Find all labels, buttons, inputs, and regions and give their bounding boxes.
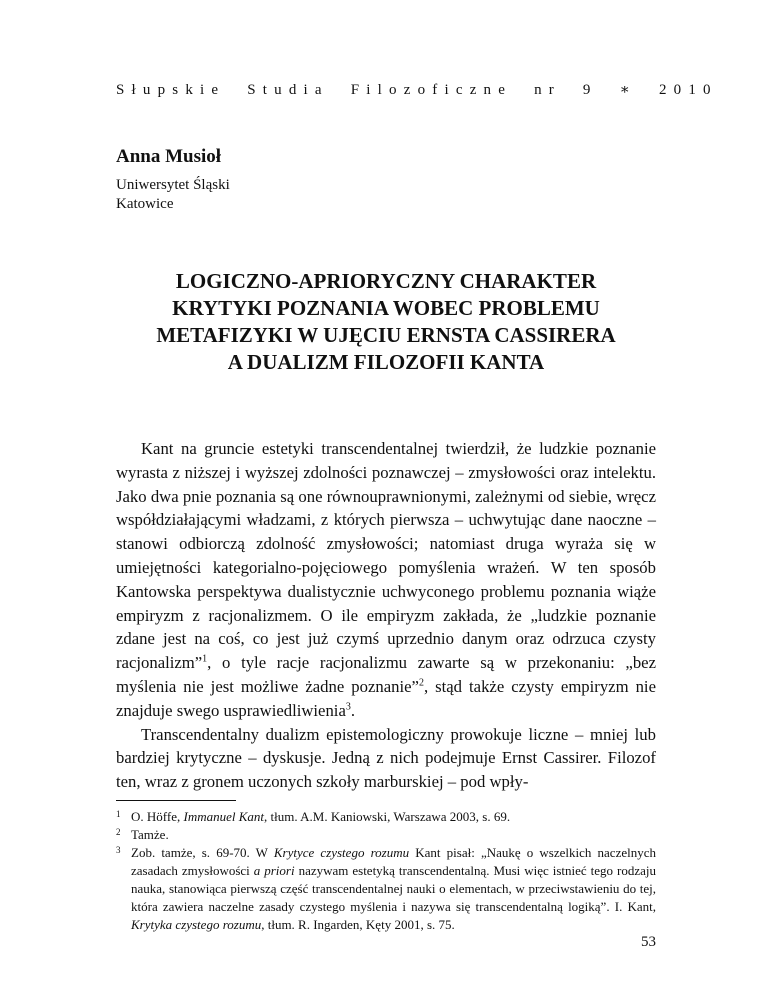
footnote-2: 2 Tamże. (116, 826, 656, 844)
footnote-number: 3 (116, 845, 121, 855)
header-word: 9 (582, 82, 598, 98)
footnote-ref-2[interactable]: 2 (418, 677, 424, 689)
footnote-number: 1 (116, 809, 121, 819)
page-number: 53 (641, 934, 656, 950)
header-word: ∗ (619, 82, 637, 98)
title-line: KRYTYKI POZNANIA WOBEC PROBLEMU (172, 296, 600, 320)
footnote-ref-3[interactable]: 3 (345, 701, 351, 713)
footnote-1: 1 O. Höffe, Immanuel Kant, tłum. A.M. Kaniowski, Warszawa 2003, s. 69. (116, 808, 656, 826)
header-word: Filozoficzne (350, 82, 513, 98)
header-word: nr (534, 82, 561, 98)
title-line: LOGICZNO-APRIORYCZNY CHARAKTER (175, 269, 597, 293)
author-name: Anna Musioł (116, 146, 222, 167)
paragraph-1: Kant na gruncie estetyki transcendentalnej twierdził, że ludzkie poznanie wyrasta z niższej i wyższej zdolności poznawczej – zmysłowości oraz intelektu. Jako dwa pnie poznania są one równouprawnionymi, zależnymi od siebie, wręcz współdziałającymi władzami, z których pierwsza – uchwytując dane naoczne – stanowi odbiorczą zdolność zmysłowości; natomiast druga wyraża się w umiejętności kategorialno-pojęciowego pomyślenia wrażeń. W ten sposób Kantowska perspektywa dualistycznie uchwyconego problemu poznania wiąże empiryzm z racjonalizmem. O ile empiryzm zakłada, że „ludzkie poznanie zdane jest na coś, co jest już czymś uprzednio danym oraz odrzuca czysty racjonalizm”$^1$, o tyle racje racjonalizmu zawarte są w przekonaniu: „bez myślenia nie jest możliwe żadne poznanie”$^2$, stąd także czysty empiryzm nie znajduje swego usprawiedliwienia$^3$. (116, 439, 656, 720)
footnote-ref-1[interactable]: 1 (202, 653, 208, 665)
footnotes (116, 808, 656, 934)
header-word: 2010 (658, 82, 718, 98)
author-block (116, 146, 230, 214)
footnote-number: 2 (116, 827, 121, 837)
paragraph-2: Transcendentalny dualizm epistemologiczny prowokuje liczne – mniej lub bardziej krytyczne – dyskusje. Jedną z nich podejmuje Ernst Cassirer. Filozof ten, wraz z gronem uczonych szkoły marburskiej – pod wpły- (116, 724, 656, 792)
author-city: Katowice (116, 196, 174, 212)
author-affiliation: Uniwersytet Śląski (116, 177, 230, 193)
header-word: Słupskie (116, 82, 226, 98)
header-word: Studia (247, 82, 329, 98)
running-header (116, 80, 718, 99)
footnote-divider (116, 800, 236, 801)
title-line: A DUALIZM FILOZOFII KANTA (227, 350, 545, 374)
article-title (116, 268, 656, 376)
title-line: METAFIZYKI W UJĘCIU ERNSTA CASSIRERA (156, 323, 616, 347)
footnote-3: 3 Zob. tamże, s. 69-70. W Krytyce czystego rozumu Kant pisał: „Naukę o wszelkich naczelnych zasadach zmysłowości a priori nazywam estetyką transcendentalną. Musi więc istnieć tego rodzaju nauka, stanowiąca pierwszą część transcendentalnej nauki o elementach, w przeciwstawieniu do tej, która zawiera naczelne zasady czystego myślenia i nazywa się transcendentalną logiką”. I. Kant, Krytyka czystego rozumu, tłum. R. Ingarden, Kęty 2001, s. 75. (116, 844, 656, 934)
article-body (116, 437, 656, 794)
